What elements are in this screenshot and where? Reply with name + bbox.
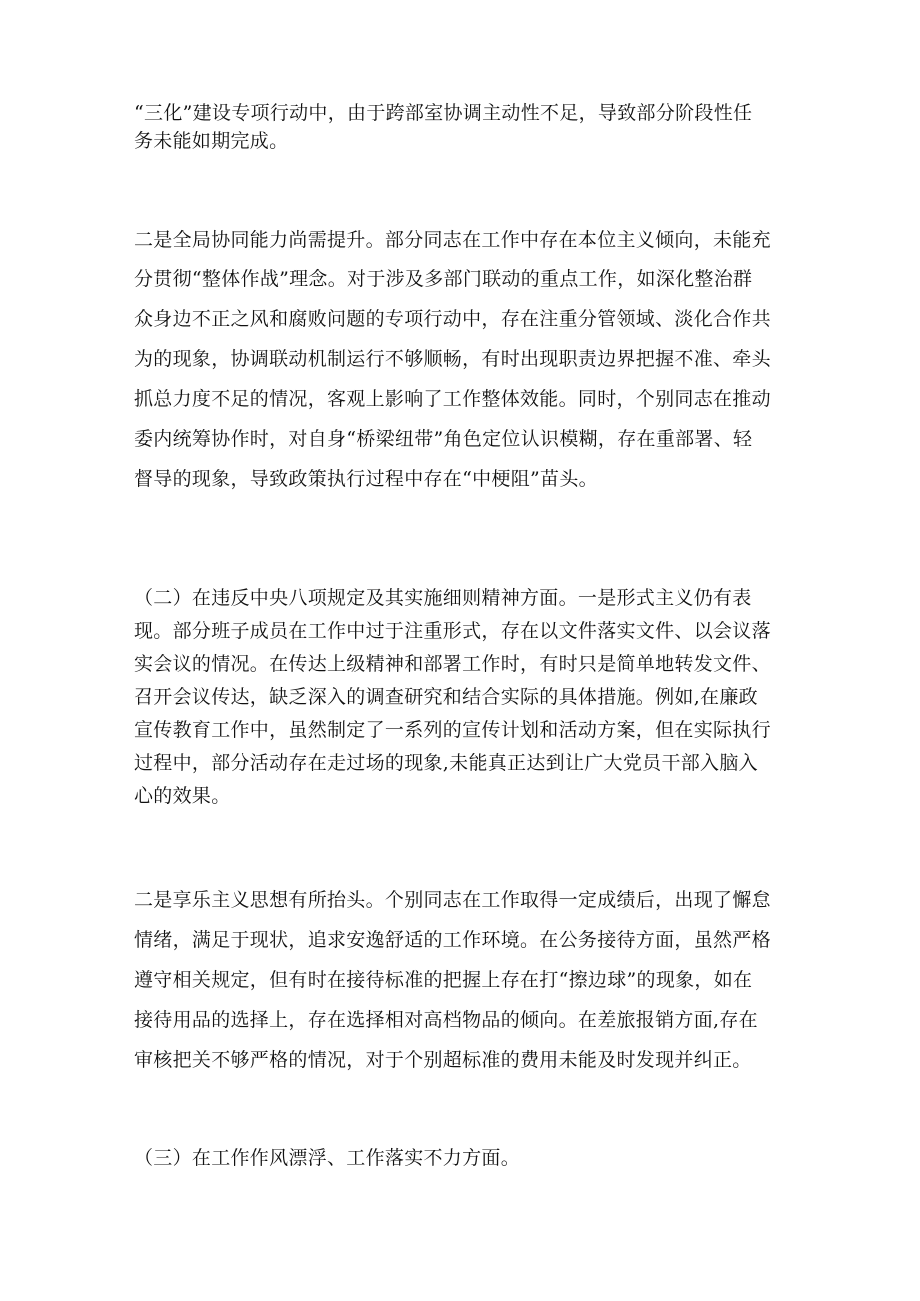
paragraph-line: 过程中，部分活动存在走过场的现象,未能真正达到让广大党员干部入脑入 xyxy=(134,752,758,774)
paragraph-line: 务未能如期完成。 xyxy=(134,130,289,152)
paragraph-line: 督导的现象，导致政策执行过程中存在“中梗阻”苗头。 xyxy=(134,468,598,490)
paragraph-line: 为的现象，协调联动机制运行不够顺畅，有时出现职责边界把握不准、牵头 xyxy=(134,348,771,370)
paragraph-line: 抓总力度不足的情况，客观上影响了工作整体效能。同时，个别同志在推动 xyxy=(134,388,771,410)
paragraph-line: 现。部分班子成员在工作中过于注重形式，存在以文件落实文件、以会议落 xyxy=(134,620,771,642)
paragraph-line: 遵守相关规定，但有时在接待标准的把握上存在打“擦边球”的现象，如在 xyxy=(134,969,753,991)
paragraph-line: 心的效果。 xyxy=(134,785,231,807)
paragraph-line: 实会议的情况。在传达上级精神和部署工作时，有时只是简单地转发文件、 xyxy=(134,653,771,675)
paragraph-line: “三化”建设专项行动中，由于跨部室协调主动性不足，导致部分阶段性任 xyxy=(134,102,753,124)
paragraph-line: 分贯彻“整体作战”理念。对于涉及多部门联动的重点工作，如深化整治群 xyxy=(134,268,753,290)
paragraph-line: （二）在违反中央八项规定及其实施细则精神方面。一是形式主义仍有表 xyxy=(134,587,752,609)
paragraph-line: 二是全局协同能力尚需提升。部分同志在工作中存在本位主义倾向，未能充 xyxy=(134,229,771,251)
paragraph-line: 宣传教育工作中，虽然制定了一系列的宣传计划和活动方案，但在实际执行 xyxy=(134,719,771,741)
paragraph-line: 接待用品的选择上，存在选择相对高档物品的倾向。在差旅报销方面,存在 xyxy=(134,1009,758,1031)
section-heading: （三）在工作作风漂浮、工作落实不力方面。 xyxy=(134,1147,521,1169)
paragraph-line: 召开会议传达，缺乏深入的调查研究和结合实际的具体措施。例如,在廉政 xyxy=(134,686,758,708)
paragraph-line: 情绪，满足于现状，追求安逸舒适的工作环境。在公务接待方面，虽然严格 xyxy=(134,929,771,951)
paragraph-line: 审核把关不够严格的情况，对于个别超标准的费用未能及时发现并纠正。 xyxy=(134,1049,752,1071)
paragraph-line: 众身边不正之风和腐败问题的专项行动中，存在注重分管领域、淡化合作共 xyxy=(134,308,771,330)
paragraph-line: 二是享乐主义思想有所抬头。个别同志在工作取得一定成绩后，出现了懈怠 xyxy=(134,889,771,911)
paragraph-line: 委内统筹协作时，对自身“桥梁纽带”角色定位认识模糊，存在重部署、轻 xyxy=(134,428,753,450)
